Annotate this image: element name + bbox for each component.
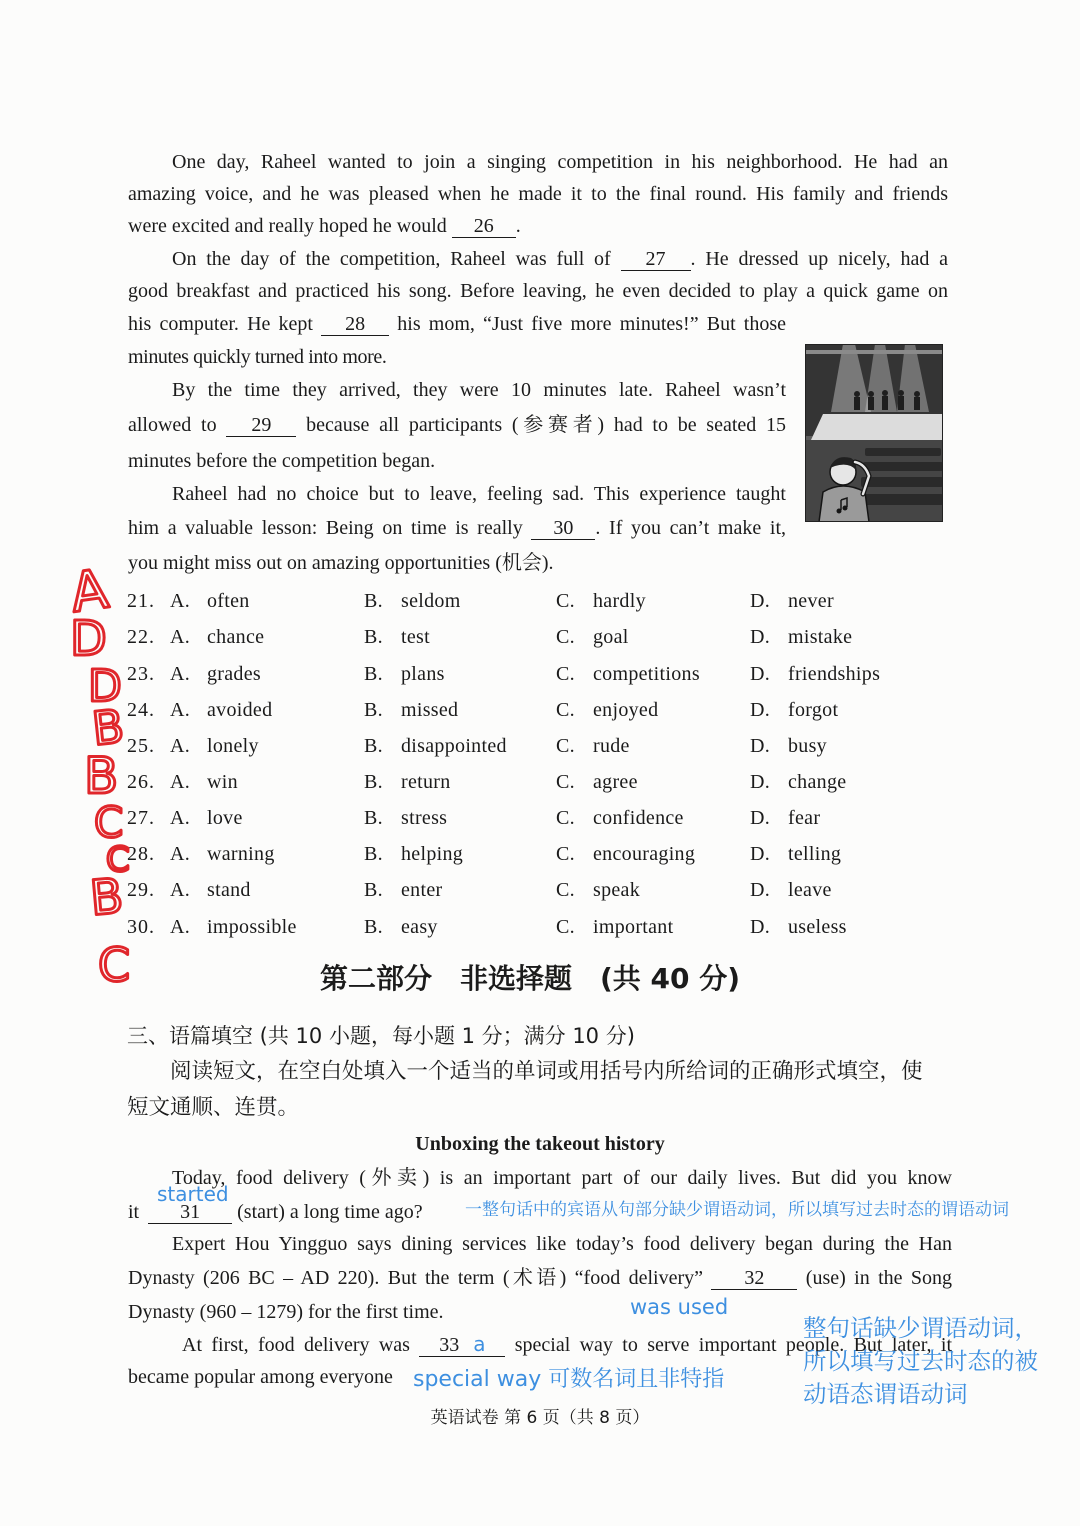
option-c: enjoyed bbox=[593, 699, 659, 721]
passage-line bbox=[128, 516, 786, 540]
option-a: love bbox=[207, 807, 243, 829]
option-a: win bbox=[207, 771, 238, 793]
blank-29: 29 bbox=[226, 415, 296, 437]
option-letter-d: D. bbox=[750, 843, 771, 865]
option-c: hardly bbox=[593, 590, 646, 612]
option-letter-b: B. bbox=[364, 626, 383, 648]
line-text: it bbox=[128, 1201, 140, 1223]
passage-line: Today, food delivery (外卖) is an important part of our daily lives. But did you know bbox=[172, 1167, 952, 1189]
handwritten-answer-letter: A bbox=[66, 557, 112, 625]
passage-line bbox=[128, 312, 786, 336]
line-text: On the day of the competition, Raheel was full of bbox=[172, 248, 611, 270]
instruction-line: 阅读短文，在空白处填入一个适当的单词或用括号内所给词的正确形式填空，使 bbox=[170, 1059, 923, 1084]
option-d: mistake bbox=[788, 626, 853, 648]
option-letter-a: A. bbox=[170, 879, 191, 901]
option-a: often bbox=[207, 590, 250, 612]
option-letter-b: B. bbox=[364, 590, 383, 612]
option-letter-b: B. bbox=[364, 843, 383, 865]
question-number: 30. bbox=[127, 916, 155, 938]
question-number: 26. bbox=[127, 771, 155, 793]
line-text: . He dressed up nicely, had a bbox=[690, 248, 948, 270]
question-row-23 bbox=[0, 662, 1080, 686]
blank-27: 27 bbox=[621, 249, 691, 271]
option-letter-d: D. bbox=[750, 807, 771, 829]
passage-line bbox=[128, 413, 786, 437]
option-c: competitions bbox=[593, 663, 700, 685]
option-letter-a: A. bbox=[170, 626, 191, 648]
option-letter-a: A. bbox=[170, 916, 191, 938]
question-number: 24. bbox=[127, 699, 155, 721]
option-b: return bbox=[401, 771, 451, 793]
option-c: important bbox=[593, 916, 674, 938]
option-letter-d: D. bbox=[750, 735, 771, 757]
page-footer: 英语试卷 第 6 页（共 8 页） bbox=[430, 1408, 650, 1428]
annotation-note-32-line: 所以填写过去时态的被 bbox=[803, 1347, 1038, 1375]
option-letter-c: C. bbox=[556, 590, 575, 612]
question-row-26 bbox=[0, 770, 1080, 794]
blank-33 bbox=[419, 1334, 505, 1357]
question-number: 27. bbox=[127, 807, 155, 829]
question-row-25 bbox=[0, 734, 1080, 758]
option-b: stress bbox=[401, 807, 448, 829]
passage-line: became popular among everyone bbox=[128, 1366, 393, 1388]
passage-line bbox=[128, 1266, 952, 1290]
instruction-line: 短文通顺、连贯。 bbox=[127, 1095, 300, 1120]
handwritten-answer-31: started bbox=[157, 1182, 229, 1206]
question-number: 23. bbox=[127, 663, 155, 685]
option-a: warning bbox=[207, 843, 275, 865]
option-d: never bbox=[788, 590, 834, 612]
passage-line bbox=[172, 247, 948, 271]
option-a: grades bbox=[207, 663, 261, 685]
line-text: . If you can’t make it, bbox=[595, 517, 786, 539]
option-letter-a: A. bbox=[170, 771, 191, 793]
handwritten-answer-letter: D bbox=[88, 661, 122, 712]
option-letter-a: A. bbox=[170, 843, 191, 865]
option-letter-d: D. bbox=[750, 590, 771, 612]
passage-line: Raheel had no choice but to leave, feeling sad. This experience taught bbox=[172, 483, 786, 505]
option-d: telling bbox=[788, 843, 842, 865]
passage-line: Expert Hou Yingguo says dining services like today’s food delivery began during the Han bbox=[172, 1233, 952, 1255]
option-letter-a: A. bbox=[170, 807, 191, 829]
option-d: leave bbox=[788, 879, 832, 901]
option-letter-c: C. bbox=[556, 879, 575, 901]
handwritten-answer-letter: C bbox=[106, 840, 130, 880]
option-letter-c: C. bbox=[556, 663, 575, 685]
option-letter-b: B. bbox=[364, 916, 383, 938]
question-row-22 bbox=[0, 625, 1080, 649]
option-letter-a: A. bbox=[170, 699, 191, 721]
option-letter-a: A. bbox=[170, 590, 191, 612]
line-text: At first, food delivery was bbox=[182, 1334, 410, 1356]
question-row-28 bbox=[0, 842, 1080, 866]
option-b: disappointed bbox=[401, 735, 507, 757]
blank-28: 28 bbox=[321, 314, 389, 336]
option-letter-c: C. bbox=[556, 843, 575, 865]
line-text: (use) in the Song bbox=[805, 1267, 953, 1289]
line-text: his computer. He kept bbox=[128, 313, 313, 335]
question-number: 29. bbox=[127, 879, 155, 901]
option-letter-d: D. bbox=[750, 663, 771, 685]
option-letter-c: C. bbox=[556, 626, 575, 648]
line-text: because all participants (参赛者) had to be seated 15 bbox=[306, 414, 787, 436]
question-number: 21. bbox=[127, 590, 155, 612]
line-text: allowed to bbox=[128, 414, 217, 436]
passage-line bbox=[128, 214, 521, 238]
option-letter-b: B. bbox=[364, 771, 383, 793]
question-row-29 bbox=[0, 878, 1080, 902]
passage-line: minutes before the competition began. bbox=[128, 450, 436, 472]
option-a: avoided bbox=[207, 699, 273, 721]
option-letter-a: A. bbox=[170, 735, 191, 757]
blank-32: 32 bbox=[711, 1268, 797, 1290]
handwritten-answer-33: a bbox=[473, 1332, 486, 1356]
option-c: encouraging bbox=[593, 843, 696, 865]
handwritten-answer-32: was used bbox=[630, 1295, 729, 1319]
option-letter-a: A. bbox=[170, 663, 191, 685]
option-c: rude bbox=[593, 735, 630, 757]
option-d: busy bbox=[788, 735, 827, 757]
handwritten-answer-letter: B bbox=[87, 868, 126, 927]
option-b: plans bbox=[401, 663, 445, 685]
passage-line: minutes quickly turned into more. bbox=[128, 346, 387, 368]
option-letter-c: C. bbox=[556, 735, 575, 757]
option-c: confidence bbox=[593, 807, 684, 829]
passage-line: One day, Raheel wanted to join a singing competition in his neighborhood. He had an bbox=[172, 151, 948, 173]
option-b: missed bbox=[401, 699, 459, 721]
handwritten-answer-letter: C bbox=[94, 798, 124, 847]
option-letter-c: C. bbox=[556, 807, 575, 829]
part-two-heading: 第二部分 非选择题 (共 40 分) bbox=[319, 962, 741, 995]
option-c: speak bbox=[593, 879, 641, 901]
line-text: (start) a long time ago? bbox=[237, 1201, 423, 1223]
option-letter-d: D. bbox=[750, 699, 771, 721]
passage-line: good breakfast and practiced his song. Before leaving, he even decided to play a quick game on bbox=[128, 280, 948, 302]
passage-title: Unboxing the takeout history bbox=[415, 1133, 665, 1155]
annotation-note-31: 一整句话中的宾语从句部分缺少谓语动词，所以填写过去时态的谓语动词 bbox=[465, 1200, 1009, 1220]
illustration-boy-late-for-competition bbox=[805, 344, 943, 522]
line-text: were excited and really hoped he would bbox=[128, 215, 447, 237]
option-d: useless bbox=[788, 916, 847, 938]
option-d: friendships bbox=[788, 663, 881, 685]
line-text: . bbox=[515, 215, 521, 237]
line-text: Dynasty (206 BC – AD 220). But the term (术语) “food delivery” bbox=[128, 1267, 704, 1289]
passage-line: you might miss out on amazing opportunities (机会). bbox=[128, 552, 554, 574]
option-letter-b: B. bbox=[364, 699, 383, 721]
option-letter-c: C. bbox=[556, 916, 575, 938]
annotation-note-32-line: 动语态谓语动词 bbox=[803, 1380, 968, 1408]
option-b: easy bbox=[401, 916, 438, 938]
option-a: impossible bbox=[207, 916, 297, 938]
option-c: goal bbox=[593, 626, 629, 648]
handwritten-answer-letter: B bbox=[84, 747, 119, 805]
option-letter-b: B. bbox=[364, 735, 383, 757]
option-letter-d: D. bbox=[750, 879, 771, 901]
question-row-30 bbox=[0, 915, 1080, 939]
option-c: agree bbox=[593, 771, 638, 793]
line-text: his mom, “Just five more minutes!” But those bbox=[397, 313, 786, 335]
annotation-note-33: special way 可数名词且非特指 bbox=[413, 1367, 725, 1392]
option-b: helping bbox=[401, 843, 464, 865]
blank-number: 33 bbox=[439, 1334, 460, 1356]
passage-line: Dynasty (960 – 1279) for the first time. bbox=[128, 1301, 444, 1323]
line-text: him a valuable lesson: Being on time is really bbox=[128, 517, 523, 539]
blank-30: 30 bbox=[531, 518, 595, 540]
option-a: lonely bbox=[207, 735, 259, 757]
annotation-note-32-line: 整句话缺少谓语动词， bbox=[803, 1314, 1038, 1342]
option-b: seldom bbox=[401, 590, 461, 612]
handwritten-answer-letter: C bbox=[98, 938, 131, 992]
option-letter-b: B. bbox=[364, 663, 383, 685]
option-d: change bbox=[788, 771, 847, 793]
handwritten-answer-letter: D bbox=[70, 611, 107, 667]
option-letter-c: C. bbox=[556, 699, 575, 721]
option-letter-c: C. bbox=[556, 771, 575, 793]
option-d: forgot bbox=[788, 699, 839, 721]
option-d: fear bbox=[788, 807, 821, 829]
option-letter-b: B. bbox=[364, 807, 383, 829]
passage-line: amazing voice, and he was pleased when he made it to the final round. His family and friends bbox=[128, 183, 948, 205]
blank-26: 26 bbox=[452, 216, 516, 238]
question-number: 28. bbox=[127, 843, 155, 865]
option-b: test bbox=[401, 626, 430, 648]
line-text: special way to serve important people. But later, it bbox=[514, 1334, 953, 1356]
question-row-21 bbox=[0, 589, 1080, 613]
passage-line: By the time they arrived, they were 10 minutes late. Raheel wasn’t bbox=[172, 379, 786, 401]
question-row-27 bbox=[0, 806, 1080, 830]
option-letter-d: D. bbox=[750, 626, 771, 648]
option-letter-b: B. bbox=[364, 879, 383, 901]
question-number: 22. bbox=[127, 626, 155, 648]
option-letter-d: D. bbox=[750, 771, 771, 793]
option-a: stand bbox=[207, 879, 251, 901]
blank-31: 31 bbox=[148, 1202, 232, 1224]
handwritten-answer-letter: B bbox=[89, 698, 127, 756]
option-letter-d: D. bbox=[750, 916, 771, 938]
question-number: 25. bbox=[127, 735, 155, 757]
option-b: enter bbox=[401, 879, 443, 901]
section-title: 三、语篇填空 (共 10 小题，每小题 1 分；满分 10 分) bbox=[127, 1024, 635, 1048]
question-row-24 bbox=[0, 698, 1080, 722]
option-a: chance bbox=[207, 626, 265, 648]
